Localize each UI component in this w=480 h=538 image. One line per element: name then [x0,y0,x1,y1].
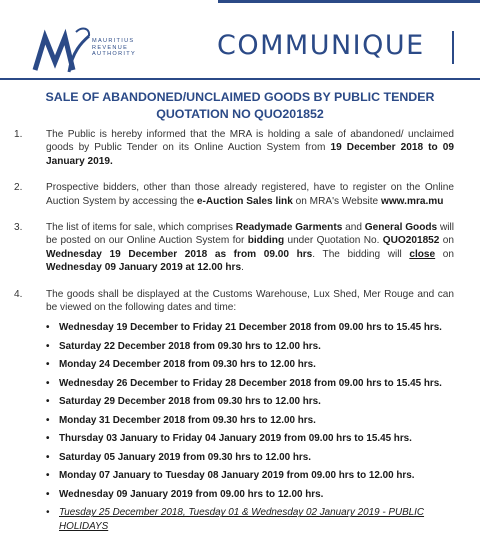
notice-heading [0,89,480,123]
item-number: 1. [14,129,23,140]
item-bold-text: bidding [247,235,285,247]
item-number: 2. [14,182,23,194]
item-text: . The bidding will [312,248,410,260]
item-text: will be posted on our Online Auction System for [46,222,455,247]
item-text: and [342,222,365,234]
item-text: The list of items for sale, which comprises [46,222,236,234]
top-accent-bar [218,0,480,3]
title-vertical-divider [452,31,454,64]
logo-text-line1: MAURITIUS [92,38,135,44]
public-holidays-note: • Tuesday 25 December 2018, Tuesday 01 & Wednesday 02 January 2019 - PUBLIC HOLIDAYS [46,506,454,532]
viewing-date-item: • Monday 07 January to Tuesday 08 January 2019 from 09.00 hrs to 12.00 hrs. [46,469,454,482]
logo-text-line2: REVENUE [92,44,129,51]
quotation-number: QUO201852 [382,235,440,247]
notice-item-1 [14,128,454,168]
notice-items [14,128,454,538]
viewing-date-item: • Saturday 05 January 2019 from 09.30 hrs to 12.00 hrs. [46,451,454,464]
item-text: The goods shall be displayed at the Customs Warehouse, Lux Shed, Mer Rouge and can be viewed on the following dates and time: [46,288,454,314]
viewing-dates-list [14,321,454,532]
heading-line-2: QUOTATION NO QUO201852 [156,107,324,121]
item-text: on [435,248,454,260]
viewing-date-item: • Saturday 22 December 2018 from 09.30 hrs to 12.00 hrs. [46,340,454,353]
mra-logo [32,22,152,76]
notice-item-3 [14,221,454,275]
item-text: on MRA's Website [292,195,381,207]
logo-text-line3: AUTHORITY [92,51,137,58]
mra-website-link[interactable]: www.mra.mu [380,195,444,207]
header-divider [0,78,480,80]
heading-line-1: SALE OF ABANDONED/UNCLAIMED GOODS BY PUBLIC TENDER [45,90,435,104]
viewing-date-item: • Wednesday 09 January 2019 from 09.00 hrs to 12.00 hrs. [46,488,454,501]
communique-title: COMMUNIQUE [217,30,425,61]
item-text: . [241,262,244,274]
e-auction-link[interactable]: e-Auction Sales link [196,195,293,207]
item-text: The Public is hereby informed that the MRA is holding a sale of abandoned/ unclaimed goods by Public Tender on its Online Auction System from [46,129,454,154]
viewing-date-item: • Monday 24 December 2018 from 09.30 hrs to 12.00 hrs. [46,358,454,371]
mra-logo-mark-icon [32,22,92,76]
item-text: on [439,235,454,247]
viewing-date-item: • Wednesday 26 December to Friday 28 December 2018 from 09.00 hrs to 15.45 hrs. [46,377,454,390]
item-text: under Quotation No. [284,235,383,247]
item-number: 4. [14,288,23,300]
notice-item-4 [14,288,454,315]
viewing-date-item: • Thursday 03 January to Friday 04 January 2019 from 09.00 hrs to 15.45 hrs. [46,432,454,445]
item-number: 3. [14,222,23,234]
item-bold-text: close [409,248,436,260]
item-text: Prospective bidders, other than those already registered, have to register on the Online Auction System by accessing the [46,182,454,207]
notice-item-2 [14,181,454,208]
item-bold-text: Wednesday 09 January 2019 at 12.00 hrs [46,262,242,274]
viewing-date-item: • Wednesday 19 December to Friday 21 December 2018 from 09.00 hrs to 15.45 hrs. [46,321,454,334]
item-bold-text: Wednesday 19 December 2018 as from 09.00 hrs [46,248,313,260]
viewing-date-item: • Monday 31 December 2018 from 09.30 hrs to 12.00 hrs. [46,414,454,427]
item-bold-text: Readymade Garments [235,222,343,234]
item-bold-text: 19 December 2018 to 09 January 2019. [46,142,455,167]
logo-text [92,38,136,58]
viewing-date-item: • Saturday 29 December 2018 from 09.30 hrs to 12.00 hrs. [46,395,454,408]
item-bold-text: General Goods [364,222,438,234]
